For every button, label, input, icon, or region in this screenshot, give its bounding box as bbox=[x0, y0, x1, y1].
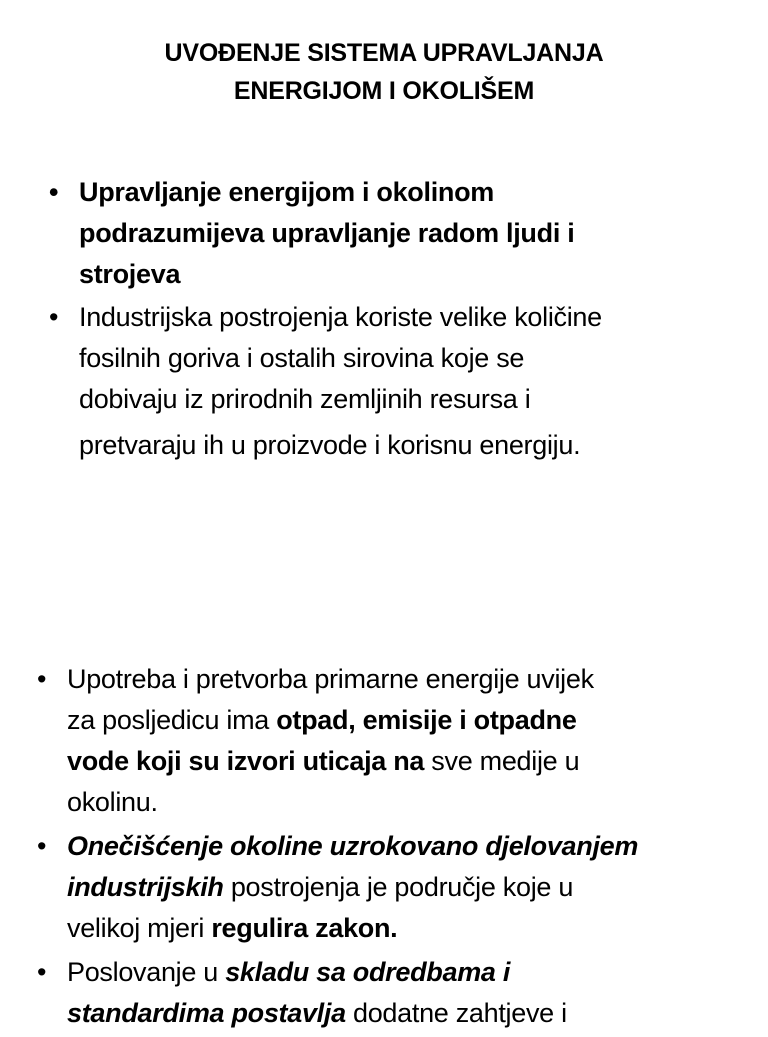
list-item bbox=[37, 952, 747, 1034]
item-text-line bbox=[67, 993, 747, 1034]
bullet-icon: • bbox=[49, 177, 59, 207]
bold-italic-text: industrijskih bbox=[67, 872, 224, 902]
slide-title bbox=[0, 34, 768, 110]
bold-text: regulira zakon. bbox=[211, 913, 398, 943]
plain-text: postrojenja je područje koje u bbox=[223, 872, 574, 902]
item-text-line: okolinu. bbox=[67, 787, 158, 817]
item-text-line bbox=[67, 952, 747, 993]
bullet-list-top bbox=[49, 172, 739, 466]
item-text-line: pretvaraju ih u proizvode i korisnu energiju. bbox=[79, 430, 581, 460]
title-line-2: ENERGIJOM I OKOLIŠEM bbox=[233, 77, 535, 105]
item-text-line bbox=[67, 867, 747, 908]
bullet-icon: • bbox=[37, 664, 47, 694]
item-text-line: Upravljanje energijom i okolinom bbox=[79, 177, 494, 207]
list-item bbox=[49, 172, 739, 295]
plain-text: dodatne zahtjeve i bbox=[345, 998, 567, 1028]
item-text-line: Industrijska postrojenja koriste velike količine bbox=[79, 302, 602, 332]
bold-text: vode koji su izvori uticaja na bbox=[67, 746, 425, 776]
title-line-1: UVOĐENJE SISTEMA UPRAVLJANJA bbox=[164, 39, 604, 67]
item-text-line: dobivaju iz prirodnih zemljinih resursa i bbox=[79, 384, 531, 414]
plain-text: sve medije u bbox=[424, 746, 580, 776]
item-text-line bbox=[67, 700, 747, 741]
bullet-icon: • bbox=[49, 302, 59, 332]
bullet-list-bottom bbox=[37, 659, 747, 1037]
item-text-line bbox=[67, 908, 747, 949]
bullet-icon: • bbox=[37, 831, 47, 861]
plain-text: Poslovanje u bbox=[67, 957, 226, 987]
plain-text: velikoj mjeri bbox=[67, 913, 212, 943]
item-text-line: Upotreba i pretvorba primarne energije uvijek bbox=[67, 664, 594, 694]
item-text-line: podrazumijeva upravljanje radom ljudi i bbox=[79, 218, 575, 248]
item-text-line: Onečišćenje okoline uzrokovano djelovanjem bbox=[67, 831, 639, 861]
list-item bbox=[49, 297, 739, 466]
item-text-line bbox=[67, 741, 747, 782]
bullet-icon: • bbox=[37, 957, 47, 987]
bold-italic-text: standardima postavlja bbox=[67, 998, 346, 1028]
plain-text: za posljedicu ima bbox=[67, 705, 277, 735]
bold-text: otpad, emisije i otpadne bbox=[276, 705, 577, 735]
list-item bbox=[37, 659, 747, 823]
item-text-line: fosilnih goriva i ostalih sirovina koje se bbox=[79, 343, 525, 373]
item-text-line: strojeva bbox=[79, 259, 181, 289]
list-item bbox=[37, 826, 747, 949]
bold-italic-text: skladu sa odredbama i bbox=[225, 957, 511, 987]
